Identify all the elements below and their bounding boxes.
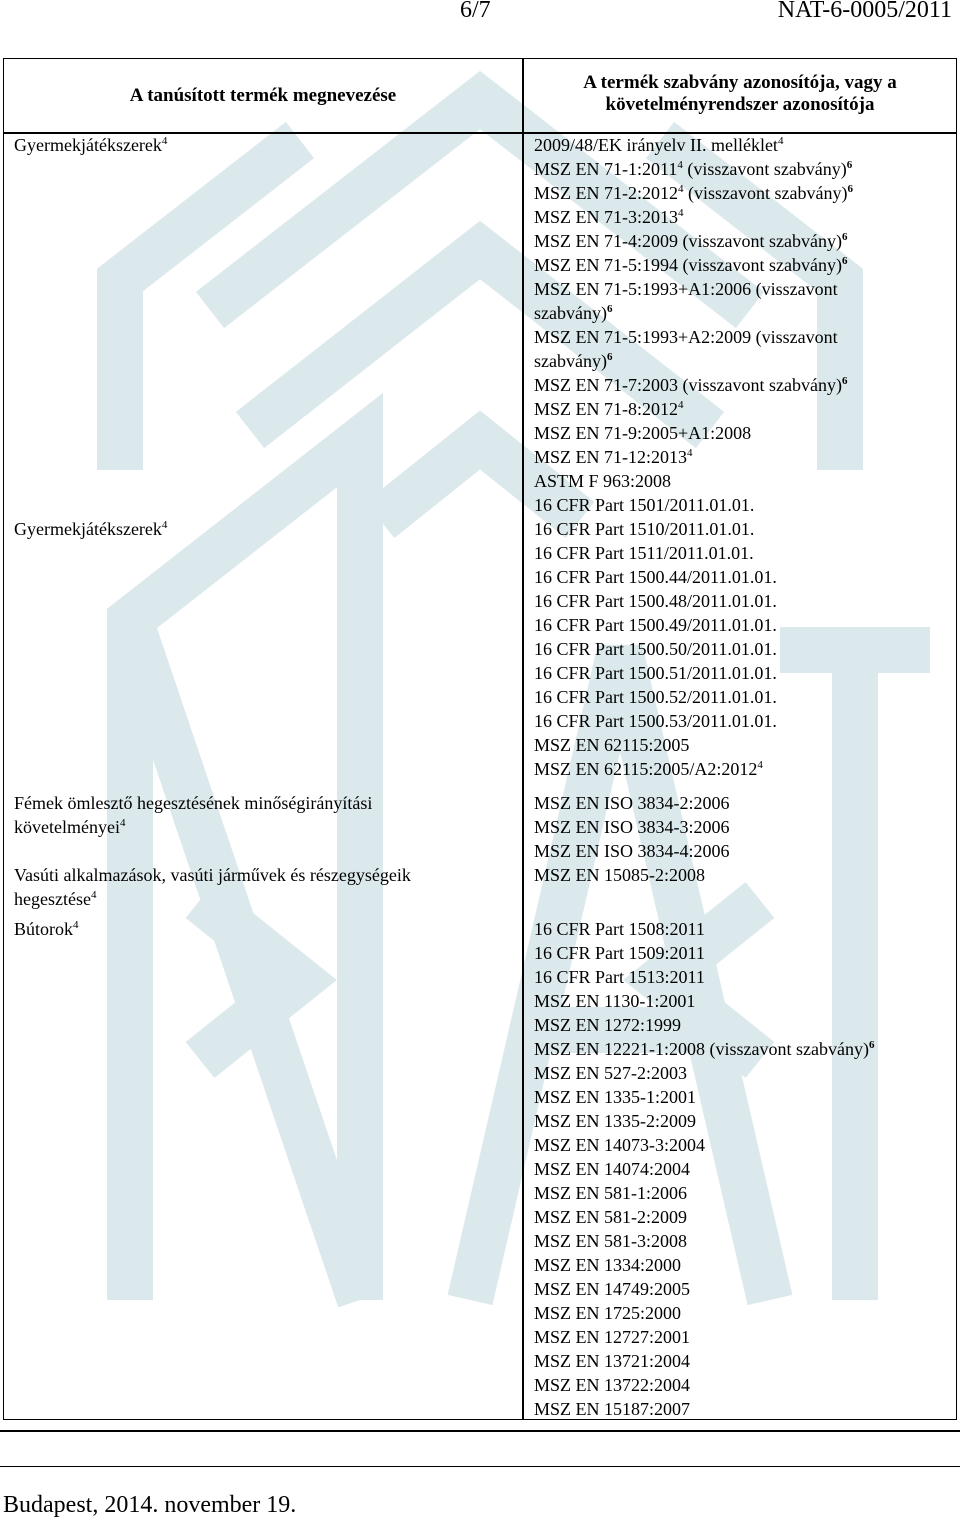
standard-id: 2009/48/EK irányelv II. melléklet <box>534 135 778 155</box>
footnote-ref: 4 <box>678 399 684 411</box>
standard-line <box>534 301 853 325</box>
standard-id: MSZ EN 71-5:1994 (visszavont szabvány) <box>534 255 842 275</box>
standard-line <box>534 277 853 301</box>
standard-line <box>534 1013 874 1037</box>
standard-id: MSZ EN 1130-1:2001 <box>534 991 696 1011</box>
standard-id: MSZ EN 12727:2001 <box>534 1327 691 1347</box>
footnote-ref: 6 <box>841 255 848 267</box>
standard-id: MSZ EN 14749:2005 <box>534 1279 691 1299</box>
standard-id: MSZ EN 13722:2004 <box>534 1375 691 1395</box>
standard-line <box>534 733 853 757</box>
standard-line <box>534 685 853 709</box>
footnote-ref: 6 <box>846 159 853 171</box>
standard-line <box>534 1085 874 1109</box>
standards-list-furniture <box>534 917 874 1421</box>
standard-id: MSZ EN 71-2:2012 <box>534 183 678 203</box>
standard-id: 16 CFR Part 1509:2011 <box>534 943 705 963</box>
footnote-ref: 6 <box>606 303 613 315</box>
standard-id: MSZ EN 581-1:2006 <box>534 1183 687 1203</box>
standard-line <box>534 1157 874 1181</box>
standard-id: MSZ EN 1725:2000 <box>534 1303 682 1323</box>
standard-id: MSZ EN 71-8:2012 <box>534 399 678 419</box>
standard-line <box>534 863 730 887</box>
standard-id: 16 CFR Part 1508:2011 <box>534 919 705 939</box>
product-name-cont: hegesztése <box>14 889 91 909</box>
product-name: Gyermekjátékszerek <box>14 135 162 155</box>
standard-line <box>534 181 853 205</box>
footnote-ref: 4 <box>677 159 683 171</box>
standard-line <box>534 661 853 685</box>
standard-line <box>534 791 730 815</box>
standard-id: MSZ EN 581-3:2008 <box>534 1231 687 1251</box>
standard-id: 16 CFR Part 1500.51/2011.01.01. <box>534 663 777 683</box>
footnote-ref: 4 <box>73 919 79 931</box>
footnote-ref: 4 <box>678 183 684 195</box>
standard-line <box>534 1061 874 1085</box>
standard-line <box>534 1181 874 1205</box>
product-cell <box>14 517 167 541</box>
product-name: Bútorok <box>14 919 74 939</box>
standard-id: szabvány) <box>534 351 607 371</box>
product-name-cont: követelményei <box>14 817 120 837</box>
footnote-ref: 6 <box>841 375 848 387</box>
standard-id: MSZ EN ISO 3834-3:2006 <box>534 817 730 837</box>
standard-id: MSZ EN 15085-2:2008 <box>534 865 705 885</box>
standard-id: MSZ EN 71-12:2013 <box>534 447 687 467</box>
standard-id: MSZ EN 71-1:2011 <box>534 159 678 179</box>
standard-line <box>534 1349 874 1373</box>
footnote-ref: 6 <box>847 183 853 195</box>
standard-id: MSZ EN 14074:2004 <box>534 1159 691 1179</box>
standard-line <box>534 613 853 637</box>
footnote-ref: 6 <box>606 351 613 363</box>
standard-line <box>534 589 853 613</box>
footnote-ref: 4 <box>161 519 168 531</box>
standard-id: MSZ EN 12221-1:2008 (visszavont szabvány) <box>534 1039 869 1059</box>
standard-line <box>534 709 853 733</box>
standard-line <box>534 1373 874 1397</box>
footnote-ref: 4 <box>777 135 784 147</box>
footer-place-date: Budapest, 2014. november 19. <box>3 1492 297 1518</box>
standard-line <box>534 1037 874 1061</box>
product-name: Fémek ömlesztő hegesztésének minőségirányítási <box>14 793 373 813</box>
withdrawn-note: (visszavont szabvány) <box>682 159 847 179</box>
standard-line <box>534 253 853 277</box>
standard-line <box>534 1301 874 1325</box>
product-cell <box>14 917 79 941</box>
document-id: NAT-6-0005/2011 <box>777 0 952 23</box>
standard-line <box>534 815 730 839</box>
header-product-name: A tanúsított termék megnevezése <box>129 85 397 106</box>
product-name: Vasúti alkalmazások, vasúti járművek és részegységeik <box>14 865 411 885</box>
standard-line <box>534 373 853 397</box>
standard-id: 16 CFR Part 1513:2011 <box>534 967 705 987</box>
standard-id: 16 CFR Part 1500.50/2011.01.01. <box>534 639 777 659</box>
standard-id: 16 CFR Part 1510/2011.01.01. <box>534 519 755 539</box>
standards-table <box>3 58 957 1420</box>
standard-id: 16 CFR Part 1501/2011.01.01. <box>534 495 755 515</box>
standard-line <box>534 421 853 445</box>
standard-line <box>534 205 853 229</box>
standard-id: MSZ EN 1335-2:2009 <box>534 1111 696 1131</box>
standard-id: MSZ EN ISO 3834-2:2006 <box>534 793 730 813</box>
footnote-ref: 4 <box>161 135 168 147</box>
standard-line <box>534 1325 874 1349</box>
standard-line <box>534 1277 874 1301</box>
footnote-ref: 4 <box>90 889 97 901</box>
header-standard-id: A termék szabvány azonosítója, vagy a követelményrendszer azonosítója <box>583 72 897 115</box>
product-name: Gyermekjátékszerek <box>14 519 162 539</box>
footer-rule-thin <box>0 1466 960 1467</box>
standard-line <box>534 637 853 661</box>
standard-line <box>534 757 853 781</box>
standard-line <box>534 989 874 1013</box>
standard-id: MSZ EN 527-2:2003 <box>534 1063 687 1083</box>
standard-id: 16 CFR Part 1511/2011.01.01. <box>534 543 754 563</box>
standard-line <box>534 917 874 941</box>
standard-id: MSZ EN 14073-3:2004 <box>534 1135 705 1155</box>
standard-id: 16 CFR Part 1500.53/2011.01.01. <box>534 711 777 731</box>
standard-id: MSZ EN 62115:2005/A2:2012 <box>534 759 758 779</box>
standard-id: MSZ EN 62115:2005 <box>534 735 690 755</box>
standard-id: MSZ EN 71-9:2005+A1:2008 <box>534 423 752 443</box>
standard-line <box>534 1229 874 1253</box>
standard-line <box>534 1109 874 1133</box>
footnote-ref: 6 <box>868 1039 875 1051</box>
standard-line <box>534 565 853 589</box>
standard-id: MSZ EN 71-3:2013 <box>534 207 678 227</box>
footnote-ref: 4 <box>757 759 763 771</box>
standard-line <box>534 133 853 157</box>
standard-line <box>534 157 853 181</box>
standard-id: MSZ EN 1335-1:2001 <box>534 1087 696 1107</box>
standard-id: 16 CFR Part 1500.44/2011.01.01. <box>534 567 777 587</box>
standard-id: MSZ EN 581-2:2009 <box>534 1207 687 1227</box>
standard-id: MSZ EN 1334:2000 <box>534 1255 682 1275</box>
standard-line <box>534 541 853 565</box>
standard-id: MSZ EN 1272:1999 <box>534 1015 682 1035</box>
footnote-ref: 4 <box>678 207 684 219</box>
standard-line <box>534 397 853 421</box>
withdrawn-note: (visszavont szabvány) <box>683 183 848 203</box>
standard-id: MSZ EN 15187:2007 <box>534 1399 691 1419</box>
standard-line <box>534 1253 874 1277</box>
standard-line <box>534 469 853 493</box>
footnote-ref: 4 <box>119 817 126 829</box>
standard-id: MSZ EN 71-5:1993+A1:2006 (visszavont <box>534 279 838 299</box>
page-number: 6/7 <box>460 0 491 23</box>
standard-line <box>534 325 853 349</box>
standard-id: MSZ EN 71-4:2009 (visszavont szabvány) <box>534 231 842 251</box>
standards-list-toys <box>534 133 853 781</box>
standard-line <box>534 839 730 863</box>
column-divider <box>522 59 524 1419</box>
standard-id: ASTM F 963:2008 <box>534 471 672 491</box>
footer-rule <box>0 1430 960 1432</box>
standard-id: MSZ EN 13721:2004 <box>534 1351 691 1371</box>
standard-line <box>534 941 874 965</box>
standard-line <box>534 349 853 373</box>
standard-line <box>534 445 853 469</box>
standard-line <box>534 965 874 989</box>
standard-id: 16 CFR Part 1500.49/2011.01.01. <box>534 615 777 635</box>
standard-line <box>534 1133 874 1157</box>
product-cell <box>14 791 372 839</box>
standard-line <box>534 1205 874 1229</box>
standard-id: 16 CFR Part 1500.48/2011.01.01. <box>534 591 777 611</box>
standard-id: 16 CFR Part 1500.52/2011.01.01. <box>534 687 777 707</box>
standard-id: szabvány) <box>534 303 607 323</box>
standard-line <box>534 493 853 517</box>
standard-id: MSZ EN 71-7:2003 (visszavont szabvány) <box>534 375 842 395</box>
footnote-ref: 4 <box>687 447 693 459</box>
standard-id: MSZ EN 71-5:1993+A2:2009 (visszavont <box>534 327 838 347</box>
standards-list-welding <box>534 791 730 887</box>
product-cell <box>14 133 167 157</box>
standard-line <box>534 1397 874 1421</box>
standard-line <box>534 517 853 541</box>
standard-id: MSZ EN ISO 3834-4:2006 <box>534 841 730 861</box>
standard-line <box>534 229 853 253</box>
product-cell <box>14 863 411 911</box>
footnote-ref: 6 <box>841 231 848 243</box>
